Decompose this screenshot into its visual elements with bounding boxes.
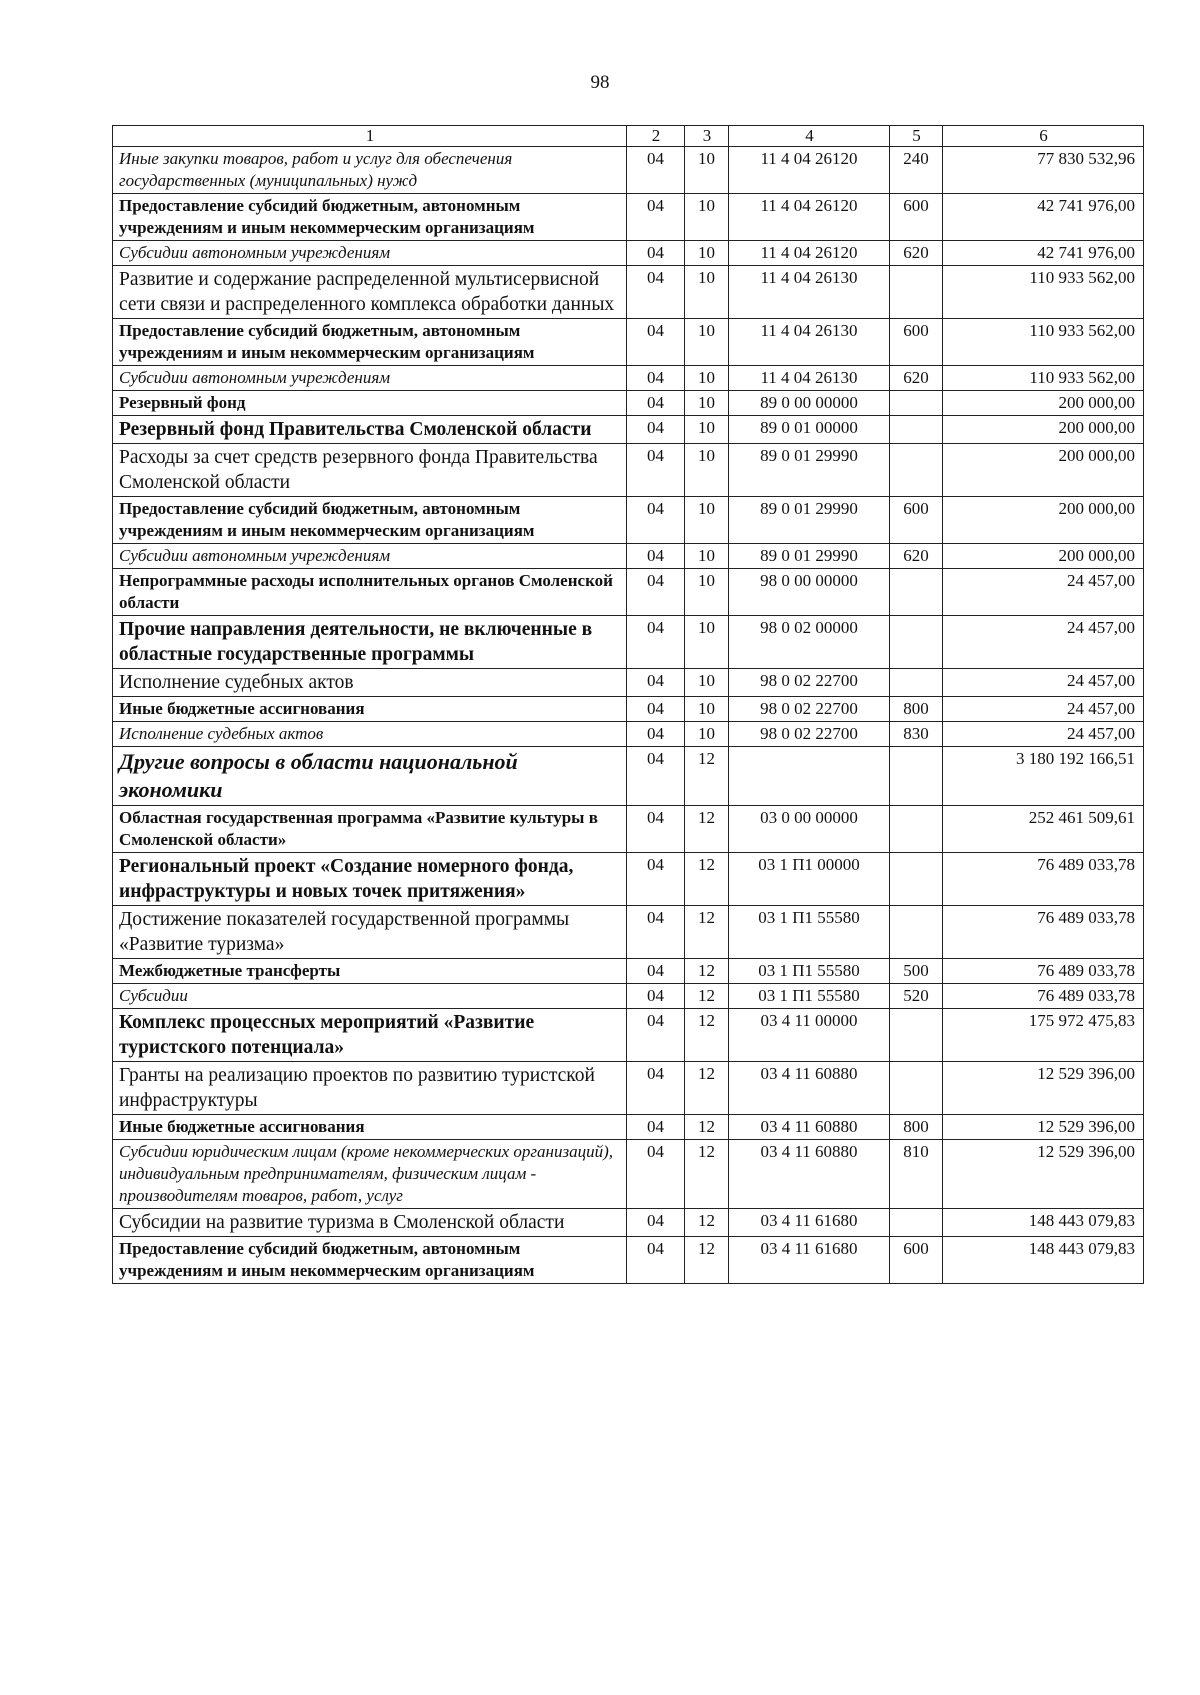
- header-row: [113, 126, 1144, 147]
- row-section-cell: 04: [627, 366, 685, 391]
- row-subsection-cell: 12: [685, 1140, 729, 1209]
- row-section-cell: 04: [627, 569, 685, 616]
- row-name-cell: Непрограммные расходы исполнительных органов Смоленской области: [113, 569, 627, 616]
- row-target-code-cell: 03 1 П1 55580: [729, 959, 890, 984]
- budget-table: [112, 125, 1144, 1284]
- row-amount-cell: 42 741 976,00: [943, 194, 1144, 241]
- row-name-cell: Исполнение судебных актов: [113, 669, 627, 697]
- row-target-code-cell: 11 4 04 26130: [729, 266, 890, 319]
- header-cell-4: 4: [729, 126, 890, 147]
- row-name-cell: Развитие и содержание распределенной мультисервисной сети связи и распределенного комплекса обработки данных: [113, 266, 627, 319]
- table-row: [113, 984, 1144, 1009]
- row-section-cell: 04: [627, 853, 685, 906]
- row-subsection-cell: 10: [685, 497, 729, 544]
- header-cell-6: 6: [943, 126, 1144, 147]
- row-section-cell: 04: [627, 747, 685, 806]
- row-subsection-cell: 10: [685, 444, 729, 497]
- table-row: [113, 669, 1144, 697]
- row-subsection-cell: 12: [685, 853, 729, 906]
- row-name-cell: Субсидии автономным учреждениям: [113, 366, 627, 391]
- row-section-cell: 04: [627, 1009, 685, 1062]
- row-name-cell: Субсидии на развитие туризма в Смоленской области: [113, 1209, 627, 1237]
- row-name-cell: Комплекс процессных мероприятий «Развитие туристского потенциала»: [113, 1009, 627, 1062]
- row-target-code-cell: 11 4 04 26120: [729, 241, 890, 266]
- row-amount-cell: 110 933 562,00: [943, 319, 1144, 366]
- row-section-cell: 04: [627, 697, 685, 722]
- row-target-code-cell: 03 4 11 60880: [729, 1140, 890, 1209]
- row-name-cell: Достижение показателей государственной программы «Развитие туризма»: [113, 906, 627, 959]
- row-amount-cell: 200 000,00: [943, 544, 1144, 569]
- row-target-code-cell: 11 4 04 26130: [729, 319, 890, 366]
- row-subsection-cell: 10: [685, 266, 729, 319]
- row-target-code-cell: 98 0 02 22700: [729, 669, 890, 697]
- row-target-code-cell: 98 0 00 00000: [729, 569, 890, 616]
- row-amount-cell: 110 933 562,00: [943, 266, 1144, 319]
- row-section-cell: 04: [627, 669, 685, 697]
- row-name-cell: Резервный фонд: [113, 391, 627, 416]
- row-expense-type-cell: 500: [890, 959, 943, 984]
- row-target-code-cell: 03 4 11 60880: [729, 1062, 890, 1115]
- row-expense-type-cell: 800: [890, 697, 943, 722]
- table-row: [113, 1140, 1144, 1209]
- table-row: [113, 853, 1144, 906]
- row-name-cell: Предоставление субсидий бюджетным, автономным учреждениям и иным некоммерческим организациям: [113, 1237, 627, 1284]
- row-section-cell: 04: [627, 722, 685, 747]
- row-expense-type-cell: [890, 391, 943, 416]
- row-amount-cell: 12 529 396,00: [943, 1140, 1144, 1209]
- row-subsection-cell: 12: [685, 1115, 729, 1140]
- row-expense-type-cell: [890, 747, 943, 806]
- row-name-cell: Предоставление субсидий бюджетным, автономным учреждениям и иным некоммерческим организациям: [113, 319, 627, 366]
- row-target-code-cell: 98 0 02 22700: [729, 697, 890, 722]
- row-expense-type-cell: [890, 1209, 943, 1237]
- row-section-cell: 04: [627, 616, 685, 669]
- row-amount-cell: 252 461 509,61: [943, 806, 1144, 853]
- row-subsection-cell: 12: [685, 959, 729, 984]
- row-target-code-cell: 89 0 01 29990: [729, 497, 890, 544]
- row-expense-type-cell: [890, 806, 943, 853]
- row-expense-type-cell: [890, 853, 943, 906]
- table-row: [113, 444, 1144, 497]
- table-row: [113, 806, 1144, 853]
- row-section-cell: 04: [627, 959, 685, 984]
- table-row: [113, 194, 1144, 241]
- row-name-cell: Областная государственная программа «Развитие культуры в Смоленской области»: [113, 806, 627, 853]
- row-target-code-cell: 03 4 11 61680: [729, 1209, 890, 1237]
- row-name-cell: Исполнение судебных актов: [113, 722, 627, 747]
- row-subsection-cell: 10: [685, 391, 729, 416]
- row-name-cell: Прочие направления деятельности, не включенные в областные государственные программы: [113, 616, 627, 669]
- row-expense-type-cell: [890, 266, 943, 319]
- row-amount-cell: 77 830 532,96: [943, 147, 1144, 194]
- row-name-cell: Межбюджетные трансферты: [113, 959, 627, 984]
- row-expense-type-cell: 600: [890, 194, 943, 241]
- row-subsection-cell: 10: [685, 616, 729, 669]
- row-expense-type-cell: 800: [890, 1115, 943, 1140]
- row-expense-type-cell: [890, 1009, 943, 1062]
- table-row: [113, 319, 1144, 366]
- row-expense-type-cell: [890, 669, 943, 697]
- row-name-cell: Гранты на реализацию проектов по развитию туристской инфраструктуры: [113, 1062, 627, 1115]
- row-section-cell: 04: [627, 806, 685, 853]
- row-amount-cell: 175 972 475,83: [943, 1009, 1144, 1062]
- row-subsection-cell: 12: [685, 806, 729, 853]
- row-name-cell: Другие вопросы в области национальной экономики: [113, 747, 627, 806]
- row-name-cell: Субсидии юридическим лицам (кроме некоммерческих организаций), индивидуальным предпринимателям, физическим лицам - производителям товаров, работ, услуг: [113, 1140, 627, 1209]
- row-amount-cell: 148 443 079,83: [943, 1237, 1144, 1284]
- row-section-cell: 04: [627, 391, 685, 416]
- row-target-code-cell: 98 0 02 22700: [729, 722, 890, 747]
- row-section-cell: 04: [627, 416, 685, 444]
- table-row: [113, 241, 1144, 266]
- row-amount-cell: 76 489 033,78: [943, 959, 1144, 984]
- row-name-cell: Иные бюджетные ассигнования: [113, 697, 627, 722]
- table-row: [113, 1062, 1144, 1115]
- row-name-cell: Иные закупки товаров, работ и услуг для обеспечения государственных (муниципальных) нужд: [113, 147, 627, 194]
- row-subsection-cell: 10: [685, 194, 729, 241]
- table-row: [113, 1115, 1144, 1140]
- row-target-code-cell: 03 4 11 00000: [729, 1009, 890, 1062]
- row-expense-type-cell: [890, 569, 943, 616]
- table-row: [113, 266, 1144, 319]
- table-row: [113, 616, 1144, 669]
- row-target-code-cell: 03 0 00 00000: [729, 806, 890, 853]
- row-subsection-cell: 12: [685, 1237, 729, 1284]
- row-amount-cell: 76 489 033,78: [943, 853, 1144, 906]
- row-section-cell: 04: [627, 984, 685, 1009]
- row-target-code-cell: 03 4 11 60880: [729, 1115, 890, 1140]
- header-cell-1: 1: [113, 126, 627, 147]
- row-subsection-cell: 10: [685, 569, 729, 616]
- row-amount-cell: 24 457,00: [943, 722, 1144, 747]
- table-row: [113, 959, 1144, 984]
- row-target-code-cell: 89 0 01 00000: [729, 416, 890, 444]
- row-expense-type-cell: 600: [890, 319, 943, 366]
- row-section-cell: 04: [627, 147, 685, 194]
- row-name-cell: Субсидии: [113, 984, 627, 1009]
- table-row: [113, 722, 1144, 747]
- row-target-code-cell: 11 4 04 26120: [729, 147, 890, 194]
- row-expense-type-cell: 620: [890, 544, 943, 569]
- row-amount-cell: 24 457,00: [943, 669, 1144, 697]
- row-subsection-cell: 10: [685, 366, 729, 391]
- table-row: [113, 1009, 1144, 1062]
- row-target-code-cell: [729, 747, 890, 806]
- row-name-cell: Субсидии автономным учреждениям: [113, 241, 627, 266]
- table-row: [113, 906, 1144, 959]
- row-name-cell: Предоставление субсидий бюджетным, автономным учреждениям и иным некоммерческим организациям: [113, 497, 627, 544]
- table-row: [113, 1209, 1144, 1237]
- row-amount-cell: 148 443 079,83: [943, 1209, 1144, 1237]
- row-target-code-cell: 03 4 11 61680: [729, 1237, 890, 1284]
- row-amount-cell: 200 000,00: [943, 497, 1144, 544]
- row-subsection-cell: 10: [685, 669, 729, 697]
- row-target-code-cell: 03 1 П1 00000: [729, 853, 890, 906]
- row-expense-type-cell: 830: [890, 722, 943, 747]
- row-subsection-cell: 10: [685, 147, 729, 194]
- row-expense-type-cell: [890, 906, 943, 959]
- row-section-cell: 04: [627, 497, 685, 544]
- row-section-cell: 04: [627, 906, 685, 959]
- row-target-code-cell: 89 0 01 29990: [729, 544, 890, 569]
- row-section-cell: 04: [627, 194, 685, 241]
- row-expense-type-cell: 240: [890, 147, 943, 194]
- row-expense-type-cell: 600: [890, 497, 943, 544]
- table-row: [113, 497, 1144, 544]
- row-target-code-cell: 03 1 П1 55580: [729, 906, 890, 959]
- row-target-code-cell: 89 0 00 00000: [729, 391, 890, 416]
- row-subsection-cell: 10: [685, 722, 729, 747]
- row-amount-cell: 12 529 396,00: [943, 1062, 1144, 1115]
- row-amount-cell: 12 529 396,00: [943, 1115, 1144, 1140]
- table-row: [113, 391, 1144, 416]
- row-amount-cell: 200 000,00: [943, 444, 1144, 497]
- row-name-cell: Резервный фонд Правительства Смоленской области: [113, 416, 627, 444]
- table-row: [113, 1237, 1144, 1284]
- row-subsection-cell: 12: [685, 1009, 729, 1062]
- row-subsection-cell: 10: [685, 697, 729, 722]
- row-name-cell: Предоставление субсидий бюджетным, автономным учреждениям и иным некоммерческим организациям: [113, 194, 627, 241]
- row-amount-cell: 110 933 562,00: [943, 366, 1144, 391]
- row-target-code-cell: 03 1 П1 55580: [729, 984, 890, 1009]
- header-cell-5: 5: [890, 126, 943, 147]
- header-cell-2: 2: [627, 126, 685, 147]
- row-amount-cell: 3 180 192 166,51: [943, 747, 1144, 806]
- row-amount-cell: 76 489 033,78: [943, 906, 1144, 959]
- row-target-code-cell: 11 4 04 26120: [729, 194, 890, 241]
- row-section-cell: 04: [627, 266, 685, 319]
- row-amount-cell: 24 457,00: [943, 697, 1144, 722]
- row-subsection-cell: 10: [685, 319, 729, 366]
- row-section-cell: 04: [627, 319, 685, 366]
- row-name-cell: Субсидии автономным учреждениям: [113, 544, 627, 569]
- row-expense-type-cell: [890, 416, 943, 444]
- row-section-cell: 04: [627, 1237, 685, 1284]
- table-row: [113, 544, 1144, 569]
- row-amount-cell: 200 000,00: [943, 391, 1144, 416]
- row-target-code-cell: 11 4 04 26130: [729, 366, 890, 391]
- table-row: [113, 569, 1144, 616]
- row-subsection-cell: 12: [685, 1062, 729, 1115]
- row-name-cell: Иные бюджетные ассигнования: [113, 1115, 627, 1140]
- row-section-cell: 04: [627, 1209, 685, 1237]
- row-amount-cell: 76 489 033,78: [943, 984, 1144, 1009]
- row-amount-cell: 24 457,00: [943, 569, 1144, 616]
- row-amount-cell: 200 000,00: [943, 416, 1144, 444]
- row-expense-type-cell: 600: [890, 1237, 943, 1284]
- table-row: [113, 747, 1144, 806]
- table-row: [113, 147, 1144, 194]
- row-expense-type-cell: 620: [890, 366, 943, 391]
- row-expense-type-cell: 520: [890, 984, 943, 1009]
- row-subsection-cell: 12: [685, 747, 729, 806]
- row-subsection-cell: 12: [685, 906, 729, 959]
- row-amount-cell: 42 741 976,00: [943, 241, 1144, 266]
- row-name-cell: Расходы за счет средств резервного фонда Правительства Смоленской области: [113, 444, 627, 497]
- row-subsection-cell: 12: [685, 984, 729, 1009]
- row-subsection-cell: 10: [685, 241, 729, 266]
- row-section-cell: 04: [627, 544, 685, 569]
- row-expense-type-cell: 620: [890, 241, 943, 266]
- row-section-cell: 04: [627, 1115, 685, 1140]
- table-row: [113, 697, 1144, 722]
- table-row: [113, 366, 1144, 391]
- row-expense-type-cell: [890, 1062, 943, 1115]
- row-expense-type-cell: 810: [890, 1140, 943, 1209]
- row-amount-cell: 24 457,00: [943, 616, 1144, 669]
- row-target-code-cell: 98 0 02 00000: [729, 616, 890, 669]
- row-target-code-cell: 89 0 01 29990: [729, 444, 890, 497]
- page-number: 98: [590, 72, 610, 93]
- row-subsection-cell: 12: [685, 1209, 729, 1237]
- row-section-cell: 04: [627, 1140, 685, 1209]
- row-expense-type-cell: [890, 616, 943, 669]
- row-subsection-cell: 10: [685, 416, 729, 444]
- row-subsection-cell: 10: [685, 544, 729, 569]
- header-cell-3: 3: [685, 126, 729, 147]
- row-section-cell: 04: [627, 1062, 685, 1115]
- row-name-cell: Региональный проект «Создание номерного фонда, инфраструктуры и новых точек притяжения»: [113, 853, 627, 906]
- row-section-cell: 04: [627, 444, 685, 497]
- table-row: [113, 416, 1144, 444]
- row-section-cell: 04: [627, 241, 685, 266]
- row-expense-type-cell: [890, 444, 943, 497]
